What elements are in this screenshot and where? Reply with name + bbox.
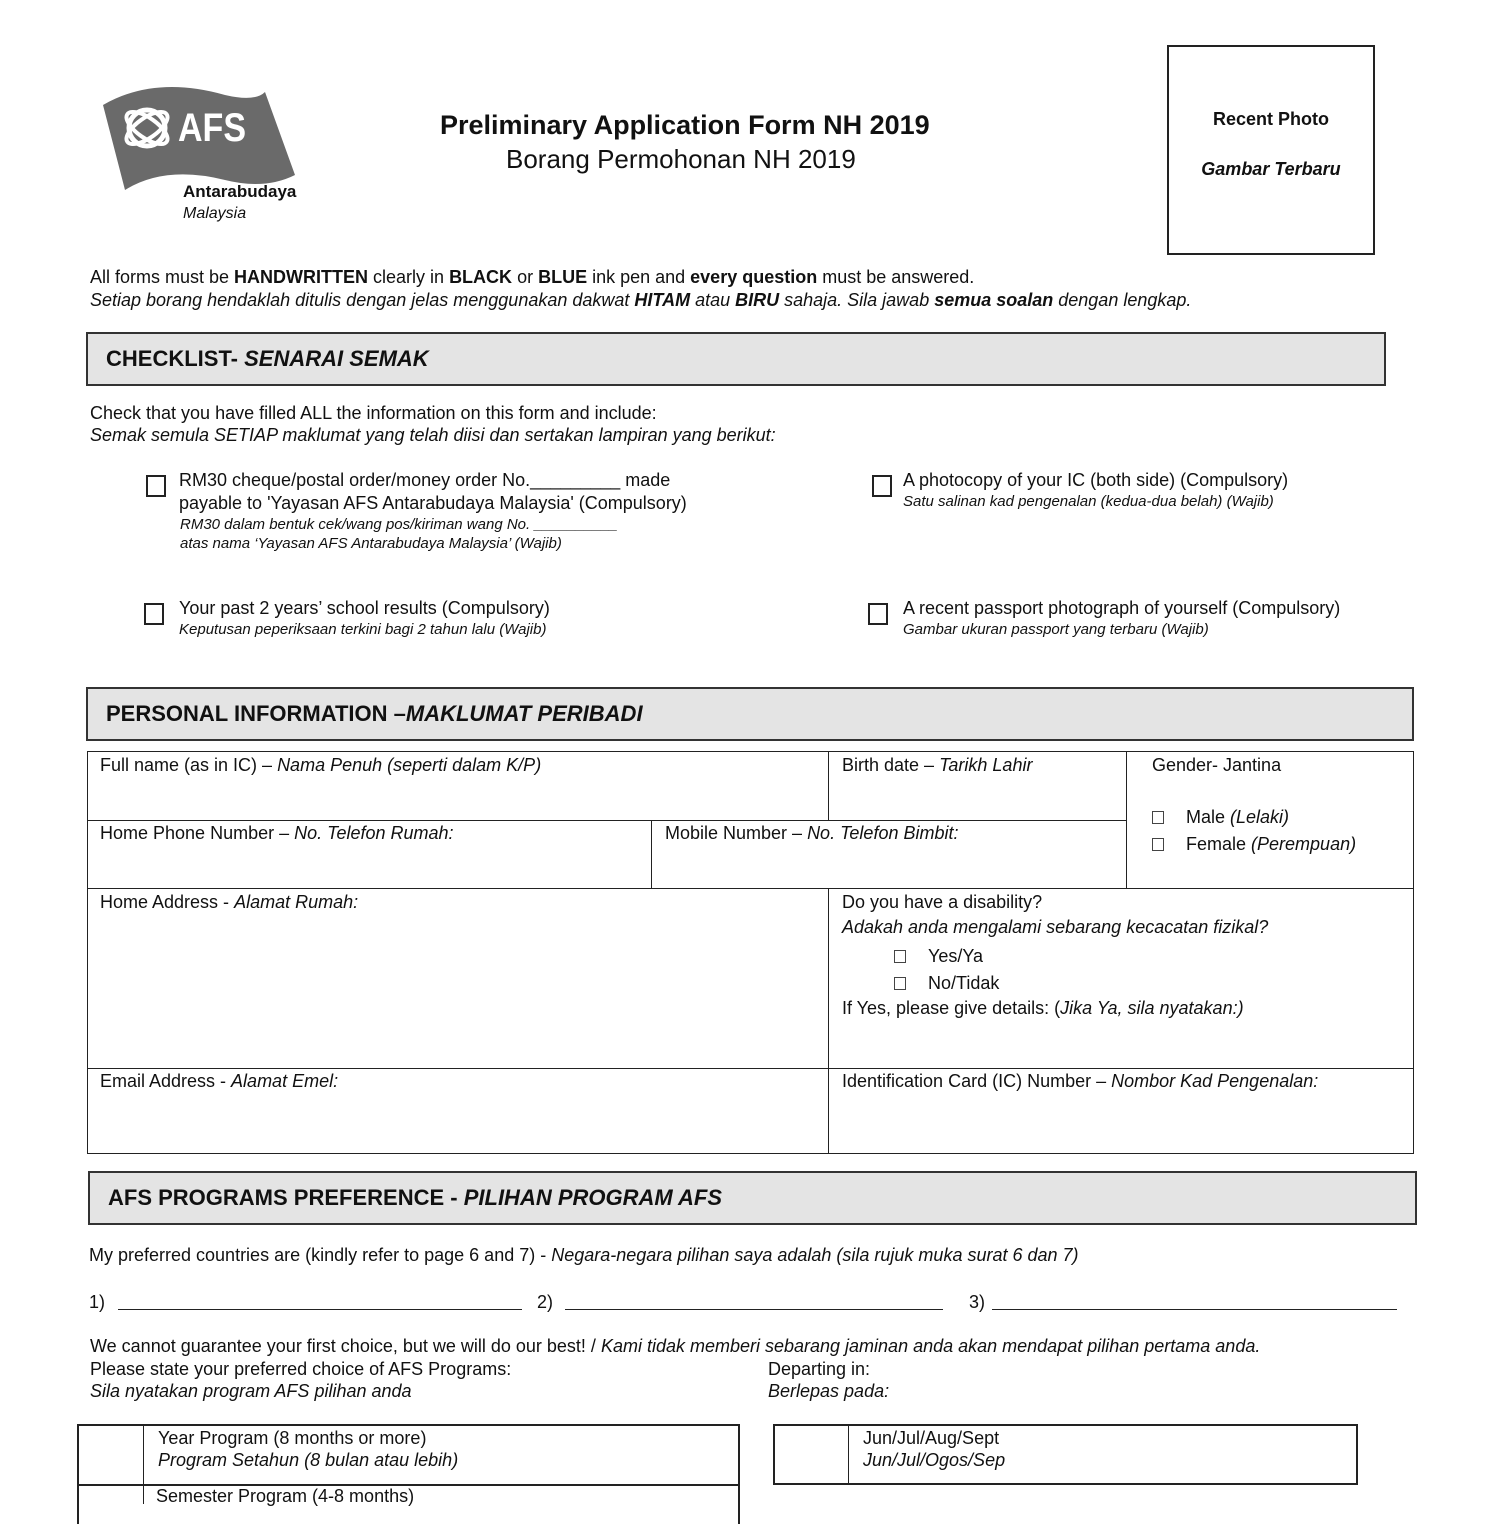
item-label-ms: Keputusan peperiksaan terkini bagi 2 tahun lalu (Wajib) <box>179 621 547 638</box>
logo-brand: AFS <box>178 106 246 150</box>
checkbox-ic-copy[interactable] <box>872 475 892 497</box>
checklist-header: CHECKLIST- SENARAI SEMAK <box>86 332 1386 386</box>
item-label: Your past 2 years’ school results (Compulsory) <box>179 598 550 618</box>
item-label: A photocopy of your IC (both side) (Compulsory) <box>903 470 1289 490</box>
logo-line1: Antarabudaya <box>183 182 297 201</box>
mobile-field[interactable]: Mobile Number – No. Telefon Bimbit: <box>665 823 959 843</box>
countries-prompt: My preferred countries are (kindly refer to page 6 and 7) - Negara-negara pilihan saya adalah (sila rujuk muka surat 6 dan 7) <box>89 1245 1079 1265</box>
gender-male-option[interactable]: Male (Lelaki) <box>1152 807 1289 828</box>
full-name-field[interactable]: Full name (as in IC) – Nama Penuh (seperti dalam K/P) <box>100 755 542 775</box>
personal-header: PERSONAL INFORMATION – MAKLUMAT PERIBADI <box>86 687 1414 741</box>
photo-label-ms: Gambar Terbaru <box>1201 159 1341 179</box>
checkbox-payment[interactable] <box>146 475 166 497</box>
address-field[interactable]: Home Address - Alamat Rumah: <box>100 892 359 912</box>
email-field[interactable]: Email Address - Alamat Emel: <box>100 1071 339 1091</box>
disability-details[interactable]: If Yes, please give details: (Jika Ya, sila nyatakan:) <box>842 998 1244 1018</box>
semester-program-label: Semester Program (4-8 months) <box>156 1486 415 1506</box>
disability-yes-option[interactable]: Yes/Ya <box>894 946 983 967</box>
disability-question: Do you have a disability? <box>842 892 1043 912</box>
item-label-ms: atas nama ‘Yayasan AFS Antarabudaya Malaysia’ (Wajib) <box>180 535 562 552</box>
item-label-ms: Satu salinan kad pengenalan (kedua-dua belah) (Wajib) <box>903 493 1274 510</box>
logo-line2: Malaysia <box>183 205 247 222</box>
depart-jun-sep-checkbox[interactable] <box>775 1426 847 1483</box>
checkbox-school-results[interactable] <box>144 603 164 625</box>
programs-header: AFS PROGRAMS PREFERENCE - PILIHAN PROGRAM AFS <box>88 1171 1417 1225</box>
photo-label: Recent Photo <box>1212 109 1329 129</box>
disability-question-ms: Adakah anda mengalami sebarang kecacatan fizikal? <box>842 917 1269 937</box>
year-program-checkbox[interactable] <box>77 1426 143 1484</box>
choice-1-line[interactable] <box>118 1309 522 1310</box>
depart-option-label: Jun/Jul/Aug/Sept <box>863 1428 1000 1448</box>
depart-option-label-ms: Jun/Jul/Ogos/Sep <box>863 1450 1006 1470</box>
checklist-intro-ms: Semak semula SETIAP maklumat yang telah diisi dan sertakan lampiran yang berikut: <box>90 425 776 445</box>
choice-3-label: 3) <box>969 1292 986 1312</box>
depart-options-table <box>773 1424 1358 1485</box>
home-phone-field[interactable]: Home Phone Number – No. Telefon Rumah: <box>100 823 454 843</box>
programs-prompt: Please state your preferred choice of AFS Programs: <box>90 1359 512 1379</box>
instruction-en: All forms must be HANDWRITTEN clearly in BLACK or BLUE ink pen and every question must be answered. <box>90 267 975 287</box>
item-label: RM30 cheque/postal order/money order No._________ made <box>179 470 671 490</box>
item-label: payable to 'Yayasan AFS Antarabudaya Malaysia' (Compulsory) <box>179 493 687 513</box>
gender-label: Gender- Jantina <box>1152 755 1282 775</box>
birth-date-field[interactable]: Birth date – Tarikh Lahir <box>842 755 1033 775</box>
gender-female-option[interactable]: Female (Perempuan) <box>1152 834 1356 855</box>
year-program-label-ms: Program Setahun (8 bulan atau lebih) <box>158 1450 459 1470</box>
instruction-ms: Setiap borang hendaklah ditulis dengan jelas menggunakan dakwat HITAM atau BIRU sahaja. Sila jawab semua soalan dengan lengkap. <box>90 290 1192 310</box>
depart-label: Departing in: <box>768 1359 871 1379</box>
choice-2-line[interactable] <box>565 1309 943 1310</box>
choice-1-label: 1) <box>89 1292 106 1312</box>
checklist-intro: Check that you have filled ALL the information on this form and include: <box>90 403 657 423</box>
programs-prompt-ms: Sila nyatakan program AFS pilihan anda <box>90 1381 412 1401</box>
page-subtitle: Borang Permohonan NH 2019 <box>506 144 856 174</box>
choice-2-label: 2) <box>537 1292 554 1312</box>
item-label-ms: RM30 dalam bentuk cek/wang pos/kiriman wang No. __________ <box>180 516 618 533</box>
ic-number-field[interactable]: Identification Card (IC) Number – Nombor Kad Pengenalan: <box>842 1071 1319 1091</box>
item-label-ms: Gambar ukuran passport yang terbaru (Wajib) <box>903 621 1209 638</box>
disability-no-option[interactable]: No/Tidak <box>894 973 999 994</box>
year-program-label: Year Program (8 months or more) <box>158 1428 427 1448</box>
depart-label-ms: Berlepas pada: <box>768 1381 890 1401</box>
item-label: A recent passport photograph of yourself (Compulsory) <box>903 598 1341 618</box>
guarantee-note: We cannot guarantee your first choice, but we will do our best! / Kami tidak memberi sebarang jaminan anda akan mendapat pilihan pertama anda. <box>90 1336 1261 1356</box>
choice-3-line[interactable] <box>992 1309 1397 1310</box>
photo-box <box>1167 45 1375 255</box>
page-title: Preliminary Application Form NH 2019 <box>440 110 930 140</box>
checkbox-passport-photo[interactable] <box>868 603 888 625</box>
